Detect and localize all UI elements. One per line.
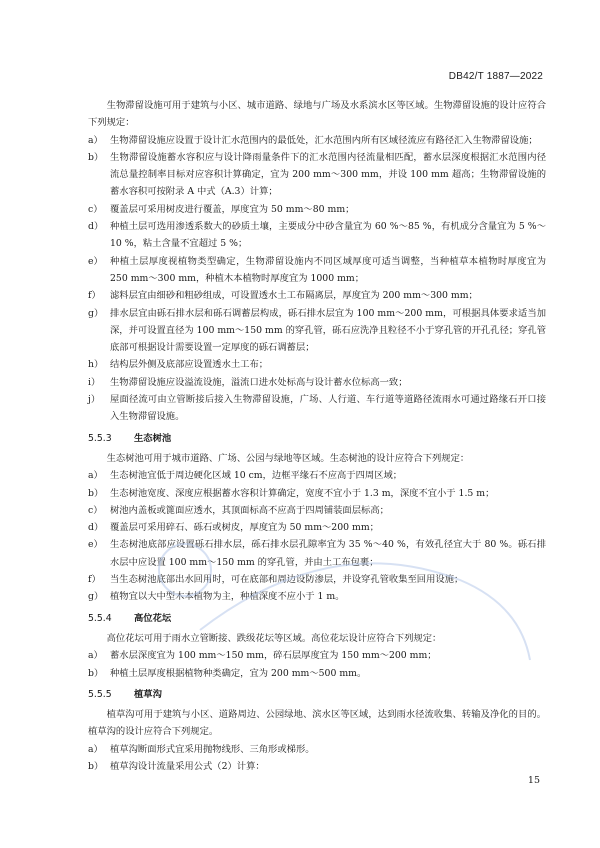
list-item-label: h）: [88, 359, 104, 371]
list-item: [88, 502, 546, 519]
list-item: [88, 305, 546, 357]
list-item-label: c）: [88, 203, 103, 215]
list-item-label: d）: [88, 522, 104, 534]
list-item-label: i）: [88, 376, 101, 388]
main-content: [88, 97, 546, 775]
list-item-text: 树池内盖板或篦面应透水，其顶面标高不应高于四周铺装面层标高；: [110, 504, 389, 516]
list-item-label: b）: [88, 667, 104, 679]
section-paragraph: 植草沟可用于建筑与小区、道路周边、公园绿地、滨水区等区域，达到雨水径流收集、转输及净化的目的。植草沟的设计应符合下列规定。: [88, 709, 546, 738]
section-number: 5.5.4: [88, 612, 112, 624]
list-item-label: j）: [88, 394, 101, 406]
list-item-label: f）: [88, 574, 101, 586]
section-heading: [88, 430, 546, 447]
section-paragraph: 高位花坛可用于雨水立管断接、跌级花坛等区域。高位花坛设计应符合下列规定：: [106, 632, 442, 644]
list-item-text: 植物宜以大中型木本植物为主，种植深度不应小于 1 m。: [110, 591, 345, 603]
list-item-text: 排水层宜由砾石排水层和砾石调蓄层构成，砾石排水层宜为 100 mm～200 mm，可根据具体要求适当加深，并可设置直径为 100 mm～150 mm 的穿孔管，砾石应洗净且粒径不小于穿孔管的开孔孔径；穿孔管底部可根据设计需要设置一定厚度的砾石调蓄层；: [110, 307, 546, 354]
list-item-text: 植草沟断面形式宜采用抛物线形、三角形或梯形。: [110, 743, 315, 755]
intro-paragraph: 生物滞留设施可用于建筑与小区、城市道路、绿地与广场及水系滨水区等区域。生物滞留设施的设计应符合下列规定：: [88, 100, 546, 129]
list-item-text: 种植土层厚度根据植物种类确定，宜为 200 mm～500 mm。: [110, 667, 367, 679]
section-5-5-3: [88, 430, 546, 606]
section-heading: [88, 610, 546, 627]
list-item-label: a）: [88, 650, 103, 662]
list-item-text: 生态树池宽度、深度应根据蓄水容积计算确定，宽度不宜小于 1.3 m，深度不宜小于 1.5 m；: [110, 487, 495, 499]
list-item-label: a）: [88, 743, 103, 755]
list-item-text: 生态树池宜低于周边硬化区域 10 cm，边框平缘石不应高于四周区域；: [110, 470, 403, 482]
list-item: [88, 132, 546, 149]
list-item: [88, 741, 546, 758]
list-item: [88, 149, 546, 201]
list-item-text: 种植土层可选用渗透系数大的砂质土壤，主要成分中砂含量宜为 60 %～85 %，有机成分含量宜为 5 %～10 %，粘土含量不宜超过 5 %；: [110, 221, 546, 250]
list-item: [88, 467, 546, 484]
list-item-text: 生物滞留设施应设置于设计汇水范围内的最低处，汇水范围内所有区域径流应有路径汇入生物滞留设施；: [110, 134, 538, 146]
section-5-5-5: [88, 686, 546, 775]
list-item-text: 结构层外侧及底部应设置透水土工布；: [110, 359, 269, 371]
list-item-text: 滤料层宜由细砂和粗砂组成，可设置透水土工布隔离层，厚度宜为 200 mm～300 mm；: [110, 290, 478, 302]
intro-list: [88, 132, 546, 426]
list-item: [88, 253, 546, 288]
list-item: [88, 391, 546, 426]
list-item: [88, 536, 546, 571]
section-title: 生态树池: [134, 432, 172, 444]
list-item-text: 覆盖层可采用碎石、砾石或树皮，厚度宜为 50 mm～200 mm；: [110, 522, 379, 534]
list-item: [88, 588, 546, 605]
list-item-label: d）: [88, 221, 104, 233]
list-item-label: a）: [88, 134, 103, 146]
list-item: [88, 201, 546, 218]
section-heading: [88, 686, 546, 703]
sections-container: [88, 430, 546, 776]
list-item-label: b）: [88, 760, 104, 772]
list-item-text: 生态树池底部应设置砾石排水层，砾石排水层孔隙率宜为 35 %～40 %，有效孔径宜大于 80 %。砾石排水层中应设置 100 mm～150 mm 的穿孔管，并由土工布包裹；: [110, 539, 546, 568]
list-item: [88, 665, 546, 682]
list-item: [88, 571, 546, 588]
list-item-text: 覆盖层可采用树皮进行覆盖，厚度宜为 50 mm～80 mm；: [110, 203, 355, 215]
list-item-label: e）: [88, 255, 103, 267]
list-item-label: c）: [88, 504, 103, 516]
list-item: [88, 647, 546, 664]
section-title: 植草沟: [134, 688, 162, 700]
list-item-text: 生物滞留设施蓄水容积应与设计降雨量条件下的汇水范围内径流量相匹配，蓄水层深度根据汇水范围内径流总量控制率目标对应容积计算确定，宜为 200 mm～300 mm，并设 100 mm 超高；生物滞留设施的蓄水容积可按附录 A 中式（A.3）计算；: [110, 151, 546, 198]
list-item: [88, 519, 546, 536]
list-item-label: b）: [88, 151, 104, 163]
list-item-label: a）: [88, 470, 103, 482]
section-number: 5.5.5: [88, 688, 112, 700]
standard-code-header: DB42/T 1887—2022: [448, 71, 543, 82]
list-item-text: 当生态树池底部出水回用时，可在底部和周边设防渗层，并设穿孔管收集至回用设施；: [110, 574, 464, 586]
section-paragraph: 生态树池可用于城市道路、广场、公园与绿地等区域。生态树池的设计应符合下列规定：: [106, 452, 470, 464]
page-number: 15: [527, 775, 540, 786]
section-number: 5.5.3: [88, 432, 112, 444]
list-item-text: 种植土层厚度视植物类型确定，生物滞留设施内不同区域厚度可适当调整，当种植草本植物时厚度宜为 250 mm～300 mm，种植木本植物时厚度宜为 1000 mm；: [110, 255, 546, 284]
list-item: [88, 356, 546, 373]
list-item-text: 植草沟设计流量采用公式（2）计算：: [110, 760, 265, 772]
list-item-text: 生物滞留设施应设溢流设施，溢流口进水处标高与设计蓄水位标高一致；: [110, 376, 408, 388]
list-item: [88, 218, 546, 253]
list-item-label: e）: [88, 539, 103, 551]
list-item-text: 屋面径流可由立管断接后接入生物滞留设施，广场、人行道、车行道等道路径流雨水可通过路缘石开口接入生物滞留设施。: [110, 394, 546, 423]
section-5-5-4: [88, 610, 546, 682]
list-item-label: b）: [88, 487, 104, 499]
list-item: [88, 485, 546, 502]
list-item-label: g）: [88, 591, 104, 603]
list-item-text: 蓄水层深度宜为 100 mm～150 mm，碎石层厚度宜为 150 mm～200 mm；: [110, 650, 437, 662]
list-item-label: f）: [88, 290, 101, 302]
section-title: 高位花坛: [134, 612, 172, 624]
list-item-label: g）: [88, 307, 104, 319]
list-item: [88, 287, 546, 304]
list-item: [88, 374, 546, 391]
list-item: [88, 758, 546, 775]
